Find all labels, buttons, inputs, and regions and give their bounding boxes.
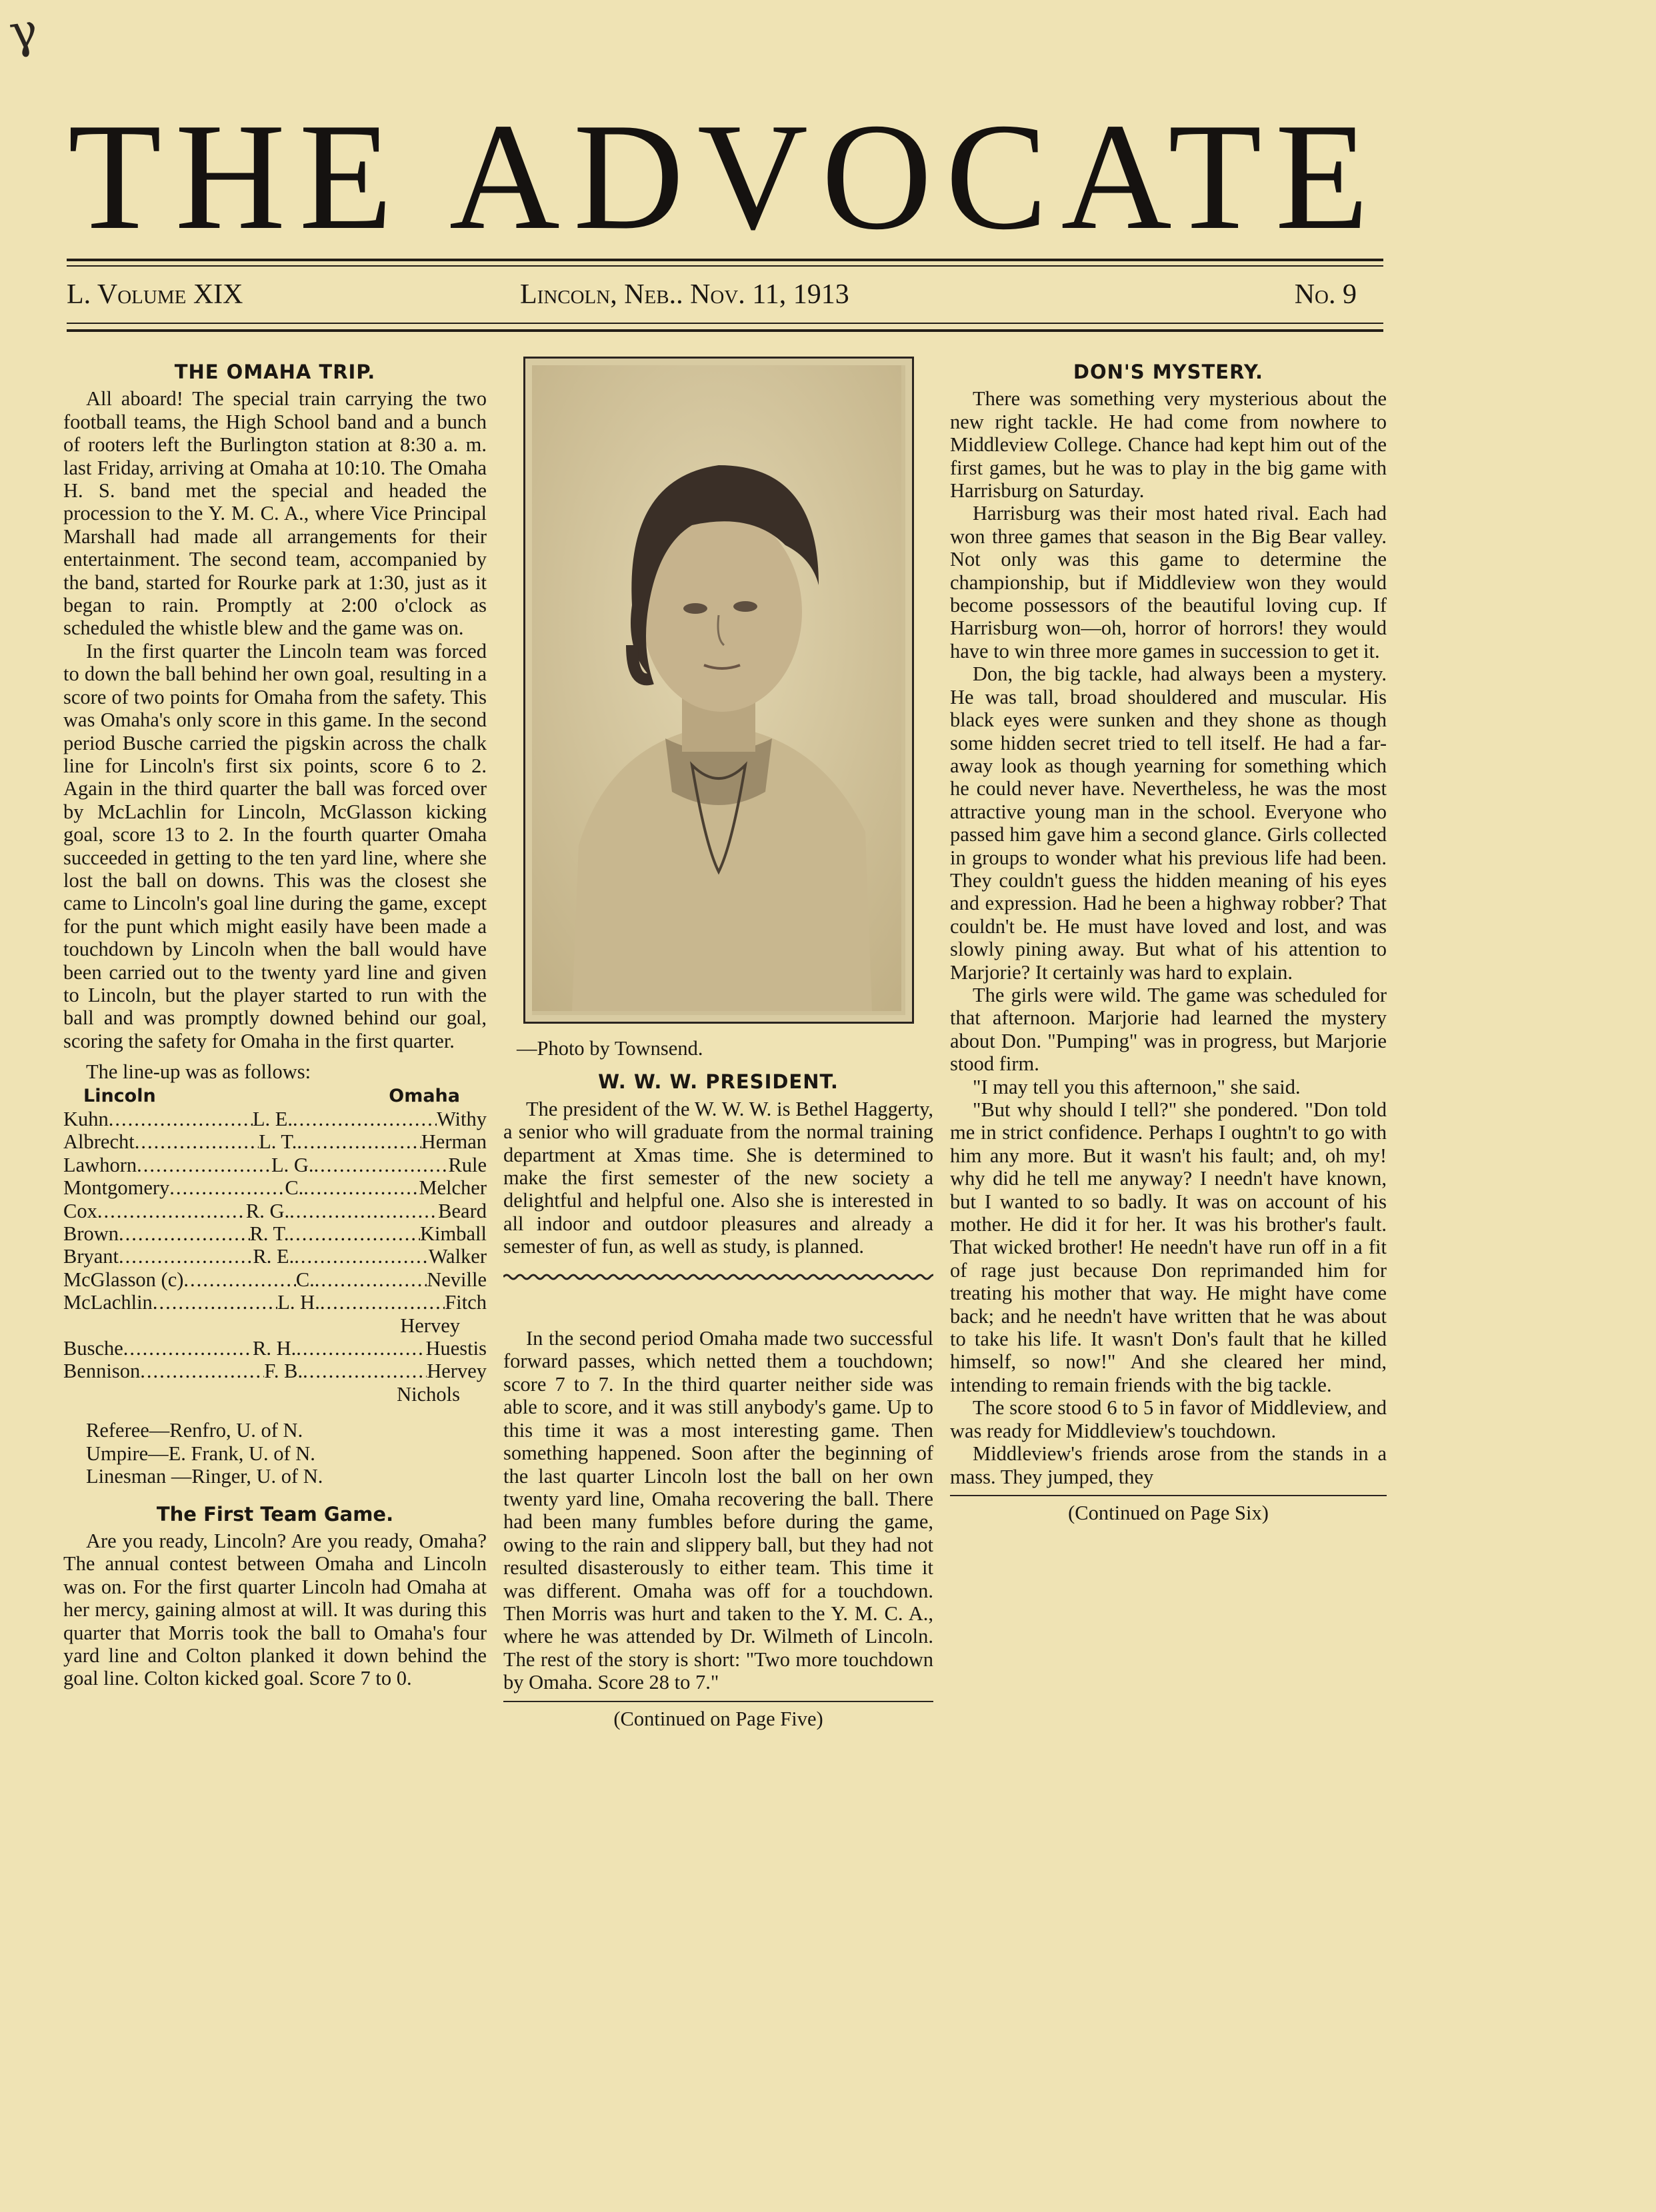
dons-mystery-title: DON'S MYSTERY. [1073,361,1264,383]
leader-dots [140,1360,264,1382]
masthead-rule-inner [67,265,1383,267]
continued-rule [950,1495,1387,1496]
lineup-intro: The line-up was as follows: [86,1060,311,1084]
lineup-position: L. G. [271,1153,314,1176]
lineup-lincoln-player: Cox [63,1199,97,1222]
lineup-omaha-substitute: Hervey [400,1314,460,1337]
officials [63,1419,487,1488]
lineup-omaha-player: Huestis [425,1337,487,1360]
lineup-lincoln-player: Kuhn [63,1108,109,1130]
continued-page-five: (Continued on Page Five) [613,1707,823,1730]
lineup-position: L. T. [259,1130,297,1154]
leader-dots [303,1360,427,1382]
lineup-omaha-player: Withy [436,1108,487,1130]
lineup-lincoln-player: Albrecht [63,1130,135,1154]
leader-dots [315,1268,427,1291]
masthead: THE ADVOCATE [67,91,1383,261]
lineup-header-lincoln: Lincoln [83,1085,156,1106]
lineup-position: R. H. [253,1337,297,1360]
continued-rule [503,1701,933,1702]
leader-dots [119,1222,249,1245]
portrait-photo [523,357,914,1024]
lineup-omaha-player: Melcher [419,1176,487,1200]
leader-dots [135,1130,259,1153]
linesman: Linesman —Ringer, U. of N. [86,1465,323,1488]
lineup-lincoln-player: Bryant [63,1245,119,1268]
www-paragraph: The president of the W. W. W. is Bethel Haggerty, a senior who will graduate from the normal training department at Xmas time. She is determined to make the first semester of the new society a delightful and helpful one. Also she is interested in all indoor and outdoor pleasures and already a semester of fun, as well as study, is planned. [503,1097,933,1258]
leader-dots [314,1154,449,1176]
lineup-lincoln-player: McLachlin [63,1291,153,1314]
lineup-table [63,1108,487,1406]
leader-dots [296,1337,425,1360]
lineup-lincoln-player: Brown [63,1222,119,1246]
lineup-row [63,1154,487,1176]
lineup-position: L. H. [277,1291,320,1314]
lineup-row [63,1200,487,1222]
lineup-row [63,1176,487,1199]
lineup-row [63,1337,487,1360]
first-team-paragraph: Are you ready, Lincoln? Are you ready, Omaha? The annual contest between Omaha and Lincoln was on. For the first quarter Lincoln had Omaha at her mercy, gaining almost at will. It was during this quarter that Morris took the ball to Omaha's four yard line and Colton planked it down behind the goal line. Colton kicked goal. Score 7 to 0. [63,1529,487,1690]
lineup-position: C. [285,1176,304,1200]
photo-caption: —Photo by Townsend. [517,1037,703,1060]
portrait-image [532,365,901,1011]
lineup-row [63,1108,487,1130]
leader-dots [183,1268,295,1291]
referee: Referee—Renfro, U. of N. [86,1419,303,1442]
lineup-omaha-player: Herman [421,1130,487,1154]
www-president-title: W. W. W. PRESIDENT. [598,1070,839,1094]
lineup-omaha-player: Rule [448,1153,487,1176]
story-paragraph: Middleview's friends arose from the stands in a mass. They jumped, they [950,1442,1387,1488]
omaha-trip-title: THE OMAHA TRIP. [174,361,376,383]
leader-dots [169,1176,285,1199]
column-middle [503,357,933,1730]
lineup-lincoln-player: McGlasson (c) [63,1268,184,1291]
lineup-row [63,1222,487,1245]
issue-number: No. 9 [1294,279,1357,310]
lineup-lincoln-player: Busche [63,1337,123,1360]
story-paragraph: Harrisburg was their most hated rival. Each had won three games that season in the Big Bear valley. Not only was this game to determine the championship, but if Middleview won they would become possessors of the beautiful loving cup. If Harrisburg won—oh, horror of horrors! they would have to win three more games in succession to get it. [950,502,1387,662]
column-left [63,357,487,1690]
lineup-omaha-player: Walker [428,1245,487,1268]
leader-dots [303,1176,419,1199]
lineup-header-omaha: Omaha [389,1085,460,1106]
lineup-omaha-player: Hervey [427,1360,487,1383]
umpire: Umpire—E. Frank, U. of N. [86,1442,315,1465]
story-paragraph: The score stood 6 to 5 in favor of Middleview, and was ready for Middleview's touchdown. [950,1396,1387,1442]
lineup-lincoln-player: Lawhorn [63,1153,137,1176]
story-paragraph: "But why should I tell?" she pondered. "Don told me in strict confidence. Perhaps I oughtn't to go with him any more. But it wasn't his fault; and, oh my! why did he tell me anyway? I needn't have known, but I wanted to so badly. It was on account of his mother. He did it for her. It was his brother's fault. That wicked brother! He needn't have run off in a fit of rage just because Don reprimanded him for treating his mother that way. He might have come back; and he needn't have written that he was about to take his life. It wasn't Don's fault that he killed himself, so now!" And she cleared her mind, intending to remain friends with the big tackle. [950,1098,1387,1396]
lineup-omaha-player: Beard [438,1199,487,1222]
leader-dots [289,1222,420,1245]
lineup-omaha-substitute: Nichols [397,1382,460,1406]
lineup-lincoln-player: Bennison [63,1360,141,1383]
lineup-row [63,1130,487,1153]
masthead-rule-top [67,259,1383,261]
corner-mark: γ [5,2,41,61]
wavy-divider [503,1272,933,1282]
leader-dots [293,1108,437,1130]
leader-dots [97,1200,246,1222]
lineup-position: R. E. [253,1245,295,1268]
lineup-position: R. G. [245,1199,290,1222]
leader-dots [109,1108,253,1130]
story-paragraph: "I may tell you this afternoon," she said. [973,1075,1301,1098]
lineup-position: R. T. [249,1222,289,1246]
leader-dots [137,1154,271,1176]
omaha-trip-paragraph: All aboard! The special train carrying the two football teams, the High School band and a bunch of rooters left the Burlington station at 8:30 a. m. last Friday, arriving at Omaha at 10:10. The Omaha H. S. band met the special and headed the procession to the Y. M. C. A., where Vice Principal Marshall had made all arrangements for their entertainment. The second team, accompanied by the band, started for Rourke park at 1:30, just as it began to rain. Promptly at 2:00 o'clock as scheduled the whistle blew and the game was on. [63,387,487,640]
lineup-omaha-player: Fitch [445,1291,487,1314]
dateline-rule-bottom [67,329,1383,332]
first-team-title: The First Team Game. [156,1502,394,1526]
omaha-trip-paragraph: In the first quarter the Lincoln team was forced to down the ball behind her own goal, resulting in a score of two points for Omaha from the safety. This was Omaha's only score in this game. In the second period Busche carried the pigskin across the chalk line for Lincoln's first six points, score 6 to 2. Again in the third quarter the ball was forced over by McLachlin for Lincoln, McGlasson kicking goal, score 13 to 2. In the fourth quarter Omaha succeeded in getting to the ten yard line, where she lost the ball on downs. This was the closest she came to Lincoln's goal line during the game, except for the punt which might easily have been made a touchdown by Lincoln when the ball would have been carried out to the twenty yard line and given to Lincoln, but the player started to run with the ball and was promptly downed behind our goal, scoring the safety for Omaha in the first quarter. [63,639,487,1052]
lineup-row [63,1268,487,1291]
dateline [67,279,1383,319]
leader-dots [289,1200,438,1222]
leader-dots [320,1291,445,1314]
lineup-position: L. E. [252,1108,293,1130]
column-right [950,357,1387,1524]
lineup-omaha-player: Neville [427,1268,487,1291]
lineup-header [63,1085,487,1108]
leader-dots [123,1337,253,1360]
leader-dots [297,1130,421,1153]
place-date: Lincoln, Neb.. Nov. 11, 1913 [520,279,849,310]
story-paragraph: There was something very mysterious about the new right tackle. He had come from nowhere to Middleview College. Chance had kept him out of the first games, but he was to play in the big game with Harrisburg on Saturday. [950,387,1387,503]
lineup-lincoln-player: Montgomery [63,1176,170,1200]
lineup-row [63,1291,487,1314]
lineup-position: C. [295,1268,315,1291]
story-paragraph: Don, the big tackle, had always been a mystery. He was tall, broad shouldered and muscular. His black eyes were sunken and they shone as though some hidden secret tried to tell itself. He had a far-away look as though yearning for something which he could never have. Nevertheless, he was the most attractive young man in the school. Everyone who passed him gave him a second glance. Girls collected in groups to wonder what his previous life had been. They couldn't guess the hidden meaning of his eyes and expression. Had he been a highway robber? That couldn't be. He must have loved and lost, and was slowly pining away. But what of his attention to Marjorie? It certainly was hard to explain. [950,662,1387,984]
second-period-paragraph: In the second period Omaha made two successful forward passes, which netted them a touchdown; score 7 to 7. In the third quarter neither side was able to score, and it was still anybody's game. Up to this time it was a most interesting game. Then something happened. Soon after the beginning of the last quarter Lincoln lost the ball on her own twenty yard line, Omaha recovering the ball. There had been many fumbles before during the game, owing to the rain and slippery ball, but they had not resulted disasterously to either team. This time it was different. Omaha was off for a touchdown. Then Morris was hurt and taken to the Y. M. C. A., where he was attended by Dr. Wilmeth of Lincoln. The rest of the story is short: "Two more touchdown by Omaha. Score 28 to 7." [503,1327,933,1694]
continued-page-six: (Continued on Page Six) [1068,1501,1269,1524]
story-paragraph: The girls were wild. The game was scheduled for that afternoon. Marjorie had learned the mystery about Don. "Pumping" was in progress, but Marjorie stood firm. [950,983,1387,1076]
volume-label: L. Volume XIX [67,279,243,310]
lineup-row [63,1245,487,1268]
lineup-omaha-player: Kimball [420,1222,487,1246]
lineup-position: F. B. [264,1360,303,1383]
leader-dots [294,1245,428,1268]
leader-dots [119,1245,253,1268]
dateline-rule-top [67,323,1383,324]
leader-dots [153,1291,277,1314]
lineup-row [63,1360,487,1382]
